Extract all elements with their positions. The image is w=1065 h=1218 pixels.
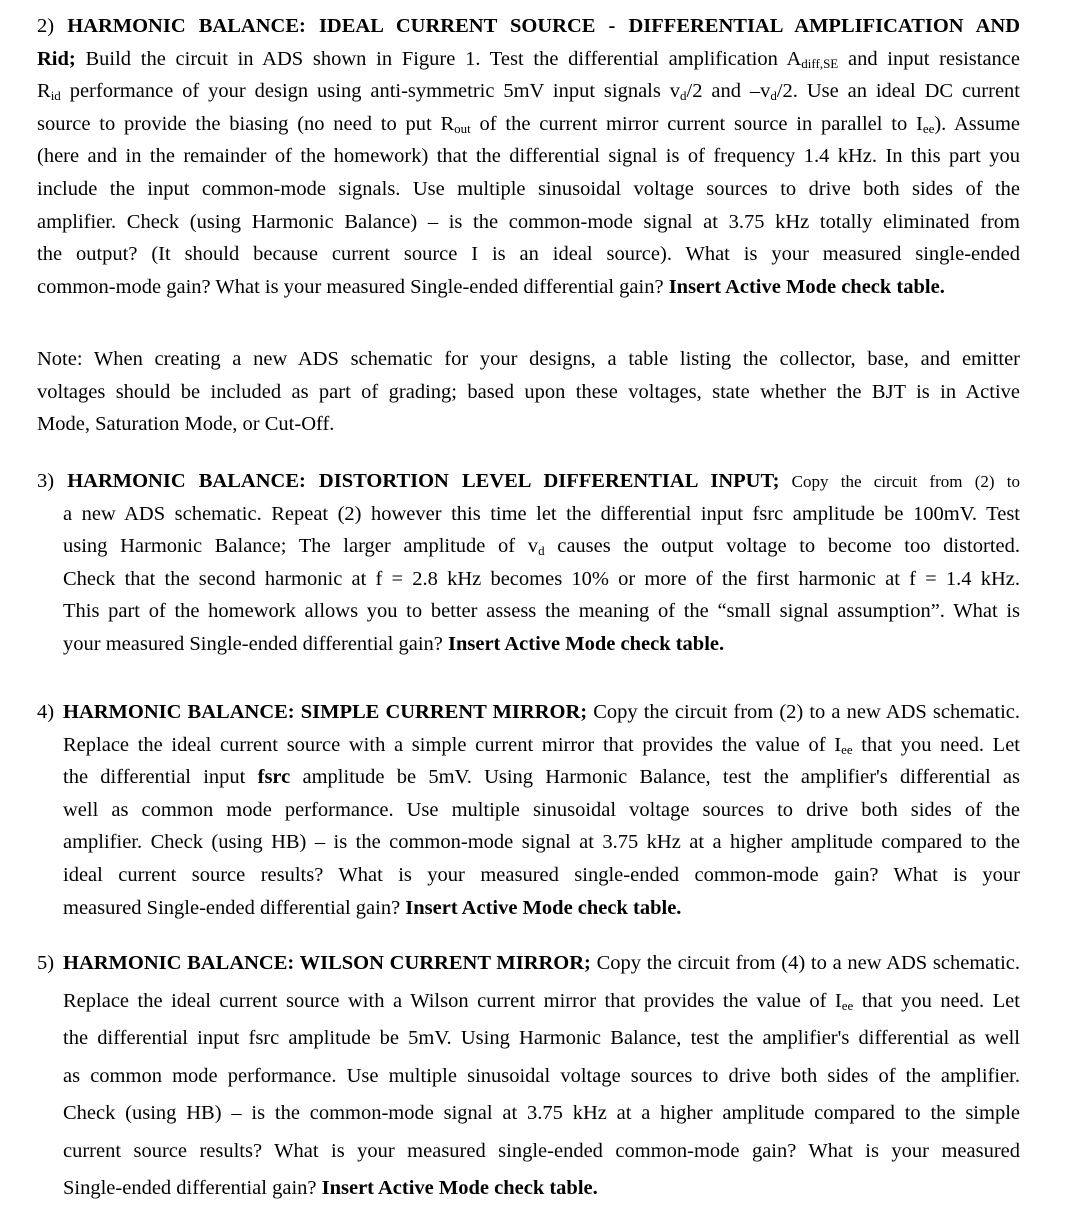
- text: amplitude be 5mV. Using Harmonic Balance, test the amplifier's differential as: [290, 766, 1020, 789]
- section-3-line-5: This part of the homework allows you to better assess the meaning of the “small signal assumption”. What is: [63, 600, 1020, 623]
- subscript: ee: [922, 120, 935, 136]
- text: /2 and –v: [686, 80, 771, 103]
- section-number: 3): [37, 470, 68, 492]
- text: Replace the ideal current source with a simple current mirror that provides the value of I: [63, 733, 842, 756]
- section-2: [37, 10, 1020, 303]
- section-5-line-4: as common mode performance. Use multiple sinusoidal voltage sources to drive both sides of the amplifier.: [63, 1064, 1020, 1087]
- section-4-line-7: [63, 892, 1020, 925]
- text: the differential input: [63, 766, 258, 789]
- text: Single-ended differential gain?: [63, 1177, 322, 1199]
- section-2-line-1: [37, 10, 1020, 43]
- text: that you need. Let: [852, 733, 1020, 756]
- note-paragraph: [37, 343, 1020, 441]
- section-3: [37, 465, 1020, 499]
- text: source to provide the biasing (no need to put R: [37, 112, 455, 135]
- section-4-line-6: ideal current source results? What is your measured single-ended common-mode gain? What is your: [63, 863, 1020, 886]
- section-4-line-3: [63, 761, 1020, 794]
- subscript: ee: [841, 997, 854, 1013]
- section-4-line-4: well as common mode performance. Use multiple sinusoidal voltage sources to drive both sides of the: [63, 798, 1020, 821]
- subscript: diff,SE: [801, 55, 839, 71]
- section-3-line-3: [63, 530, 1020, 563]
- text: common-mode gain? What is your measured Single-ended differential gain?: [37, 275, 669, 298]
- text: /2. Use an ideal DC current: [776, 80, 1020, 103]
- section-5-line-2: [63, 983, 1020, 1021]
- subscript: ee: [841, 741, 853, 757]
- section-5-line-5: Check (using HB) – is the common-mode signal at 3.75 kHz at a higher amplitude compared to the simple: [63, 1102, 1020, 1124]
- section-2-line-6: include the input common-mode signals. Use multiple sinusoidal voltage sources to drive both sides of the: [37, 177, 1020, 200]
- text: ). Assume: [934, 112, 1021, 135]
- section-heading: HARMONIC BALANCE: WILSON CURRENT MIRROR;: [63, 952, 591, 974]
- text: and input resistance: [838, 47, 1020, 70]
- text: Copy the circuit from (2) to: [779, 472, 1021, 491]
- text: causes the output voltage to become too distorted.: [544, 535, 1020, 558]
- section-3-line-1: [37, 465, 1020, 499]
- section-heading: HARMONIC BALANCE: DISTORTION LEVEL DIFFERENTIAL INPUT;: [67, 470, 780, 492]
- section-number: 2): [37, 15, 68, 37]
- section-4-line-2: [63, 729, 1020, 762]
- text: Build the circuit in ADS shown in Figure 1. Test the differential amplification A: [75, 47, 802, 70]
- text: Copy the circuit from (4) to a new ADS schematic.: [590, 952, 1020, 974]
- section-5: [63, 945, 1020, 1208]
- section-4-number: 4): [37, 701, 55, 723]
- section-5-line-6: current source results? What is your measured single-ended common-mode gain? What is your measured: [63, 1139, 1020, 1162]
- note-line-2: voltages should be included as part of grading; based upon these voltages, state whether the BJT is in Active: [37, 380, 1020, 403]
- section-heading: HARMONIC BALANCE: IDEAL CURRENT SOURCE - DIFFERENTIAL AMPLIFICATION AND: [67, 15, 1020, 37]
- section-2-line-3: [37, 75, 1020, 108]
- section-4-line-1: [63, 696, 1020, 729]
- section-4: [63, 696, 1020, 924]
- subscript: out: [454, 120, 471, 136]
- section-4-line-5: amplifier. Check (using HB) – is the common-mode signal at 3.75 kHz at a higher amplitude compared to the: [63, 831, 1020, 854]
- section-3-line-2: a new ADS schematic. Repeat (2) however this time let the differential input fsrc amplitude be 100mV. Test: [63, 502, 1020, 525]
- section-2-line-7: amplifier. Check (using Harmonic Balance) – is the common-mode signal at 3.75 kHz totally eliminated from: [37, 210, 1020, 233]
- subscript: id: [50, 88, 61, 104]
- section-3-body: [63, 498, 1020, 661]
- section-2-line-9: [37, 271, 1020, 304]
- section-2-line-5: (here and in the remainder of the homework) that the differential signal is of frequency 1.4 kHz. In this part you: [37, 145, 1020, 168]
- section-2-line-4: [37, 108, 1020, 141]
- text: using Harmonic Balance; The larger amplitude of v: [63, 535, 539, 558]
- instruction-bold: Insert Active Mode check table.: [668, 275, 945, 298]
- text: of the current mirror current source in parallel to I: [470, 112, 923, 135]
- text: Replace the ideal current source with a Wilson current mirror that provides the value of I: [63, 989, 842, 1012]
- note-line-1: Note: When creating a new ADS schematic for your designs, a table listing the collector, base, and emitter: [37, 348, 1020, 370]
- section-5-line-3: the differential input fsrc amplitude be 5mV. Using Harmonic Balance, test the amplifier's differential as well: [63, 1027, 1020, 1049]
- section-3-line-4: Check that the second harmonic at f = 2.8 kHz becomes 10% or more of the first harmonic at f = 1.4 kHz.: [63, 567, 1020, 590]
- bold-term: fsrc: [257, 766, 291, 789]
- text: Copy the circuit from (2) to a new ADS schematic.: [587, 701, 1020, 723]
- section-2-line-8: the output? (It should because current source I is an ideal source). What is your measured single-ended: [37, 243, 1020, 266]
- instruction-bold: Insert Active Mode check table.: [405, 896, 682, 919]
- text: R: [37, 80, 51, 103]
- section-5-number: 5): [37, 952, 55, 974]
- subscript: d: [538, 543, 545, 559]
- text: performance of your design using anti-symmetric 5mV input signals v: [60, 80, 681, 103]
- instruction-bold: Insert Active Mode check table.: [321, 1177, 598, 1199]
- section-5-line-1: [63, 945, 1020, 983]
- text: that you need. Let: [853, 989, 1020, 1012]
- text: measured Single-ended differential gain?: [63, 896, 406, 919]
- section-heading: HARMONIC BALANCE: SIMPLE CURRENT MIRROR;: [63, 701, 588, 723]
- subscript: d: [770, 88, 777, 104]
- subscript: d: [680, 88, 687, 104]
- section-5-line-7: [63, 1170, 1020, 1208]
- section-2-line-2: [37, 43, 1020, 76]
- section-3-line-6: [63, 628, 1020, 661]
- text: your measured Single-ended differential gain?: [63, 632, 448, 655]
- section-heading-cont: Rid;: [37, 47, 76, 70]
- note-line-3: Mode, Saturation Mode, or Cut-Off.: [37, 413, 335, 436]
- instruction-bold: Insert Active Mode check table.: [448, 632, 725, 655]
